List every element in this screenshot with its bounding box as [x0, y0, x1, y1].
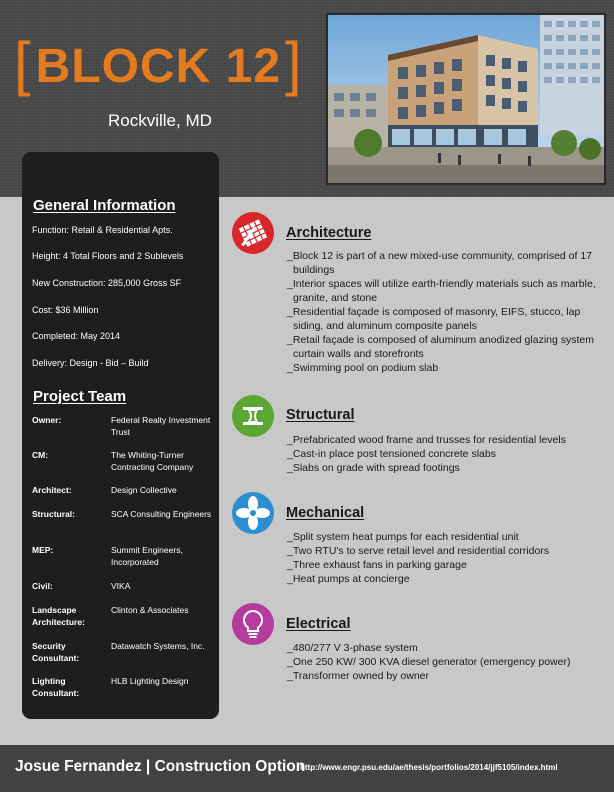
project-location: Rockville, MD [108, 111, 212, 130]
list-item: _480/277 V 3-phase system [287, 642, 418, 654]
electrical-bullets [287, 641, 599, 683]
team-role: MEP: [32, 545, 54, 555]
team-org: Federal Realty Investment Trust [111, 415, 211, 437]
team-org: Datawatch Systems, Inc. [111, 641, 205, 651]
architecture-heading: Architecture [286, 225, 372, 241]
light-bulb-icon [232, 603, 274, 645]
general-information-heading: General Information [33, 197, 176, 214]
portfolio-url[interactable]: http://www.engr.psu.edu/ae/thesis/portfolios/2014/jjf5105/index.html [300, 763, 558, 772]
info-new-construction: New Construction: 285,000 Gross SF [32, 278, 182, 288]
team-org: Summit Engineers, Incorporated [111, 545, 183, 567]
list-item: _Cast-in place post tensioned concrete slabs [287, 448, 496, 460]
list-item: _Swimming pool on podium slab [287, 362, 439, 374]
electrical-heading: Electrical [286, 616, 351, 632]
list-item: _Retail façade is composed of aluminum anodized glazing system curtain walls and storefronts [287, 334, 594, 360]
team-role: Lighting Consultant: [32, 676, 80, 698]
info-completed: Completed: May 2014 [32, 331, 121, 341]
structural-heading: Structural [286, 407, 355, 423]
architecture-bullets [287, 249, 599, 375]
title-bracket-left: [ [14, 30, 32, 97]
list-item: _Heat pumps at concierge [287, 573, 410, 585]
info-cost: Cost: $36 Million [32, 305, 99, 315]
team-role: CM: [32, 450, 49, 460]
title-text: BLOCK 12 [35, 40, 282, 93]
info-panel [22, 152, 219, 719]
project-title [14, 30, 303, 99]
project-team-heading: Project Team [33, 388, 127, 405]
team-role: Landscape Architecture: [32, 605, 85, 627]
building-rendering [326, 13, 606, 185]
title-bracket-right: ] [285, 30, 303, 97]
mechanical-bullets [287, 530, 599, 586]
footer-bar [0, 745, 614, 792]
list-item: _Prefabricated wood frame and trusses for residential levels [287, 434, 566, 446]
team-role: Civil: [32, 581, 53, 591]
fan-icon [232, 492, 274, 534]
structural-bullets [287, 433, 599, 475]
team-role: Structural: [32, 509, 75, 519]
list-item: _Block 12 is part of a new mixed-use community, comprised of 17 buildings [287, 250, 593, 276]
list-item: _One 250 KW/ 300 KVA diesel generator (emergency power) [287, 656, 571, 668]
info-delivery: Delivery: Design - Bid – Build [32, 358, 149, 368]
list-item: _Interior spaces will utilize earth-friendly materials such as marble, granite, and stone [287, 278, 596, 304]
list-item: _Residential façade is composed of masonry, EIFS, stucco, lap siding, and aluminum composite panels [287, 306, 581, 332]
i-beam-icon [232, 395, 274, 437]
team-org: The Whiting-Turner Contracting Company [111, 450, 194, 472]
team-role: Architect: [32, 485, 72, 495]
team-role: Security Consultant: [32, 641, 80, 663]
team-org: Design Collective [111, 485, 177, 495]
author-credit: Josue Fernandez | Construction Option [15, 758, 306, 775]
list-item: _Two RTU's to serve retail level and residential corridors [287, 545, 550, 557]
team-org: HLB Lighting Design [111, 676, 189, 686]
building-rendering-image [328, 15, 604, 183]
blueprint-icon [232, 212, 274, 254]
team-role: Owner: [32, 415, 62, 425]
team-org: Clinton & Associates [111, 605, 189, 615]
info-function: Function: Retail & Residential Apts. [32, 225, 173, 235]
list-item: _Split system heat pumps for each residential unit [287, 531, 519, 543]
list-item: _Three exhaust fans in parking garage [287, 559, 467, 571]
list-item: _Slabs on grade with spread footings [287, 462, 460, 474]
team-org: SCA Consulting Engineers [111, 509, 212, 519]
mechanical-heading: Mechanical [286, 505, 365, 521]
info-height: Height: 4 Total Floors and 2 Sublevels [32, 251, 184, 261]
team-org: VIKA [111, 581, 131, 591]
list-item: _Transformer owned by owner [287, 670, 430, 682]
